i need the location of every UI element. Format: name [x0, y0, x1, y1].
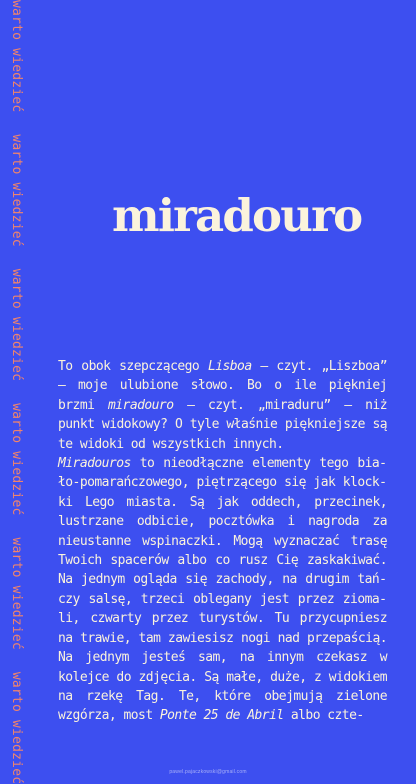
text-run: To obok szepczącego [58, 359, 208, 374]
article-body [58, 357, 387, 726]
side-label-text: warto wiedzieć [9, 134, 24, 247]
article-paragraph [58, 357, 387, 454]
article-paragraph [58, 454, 387, 726]
italic-term: miradouro [107, 397, 174, 413]
side-label-track [4, 0, 28, 784]
footer-email: pawel.pajaczkowski@gmail.com [169, 769, 247, 775]
text-run: albo czte- [283, 708, 364, 724]
side-label-text: warto wiedzieć [9, 0, 24, 113]
italic-term: Miradouros [58, 456, 131, 472]
italic-term: Lisboa [207, 359, 252, 374]
side-label-strip [4, 0, 28, 784]
text-run: to nieodłączne elementy tego biało-pomarańczowego, piętrzącego się jak klockki Lego miasta. Są jak oddech, przecinek, lustrzane odbicie, pocztówka i nagroda za nieustanne wspinaczki. Mogą wyznaczać trasę Twoich spacerów albo co rusz Cię zaskakiwać. Na jednym ogląda się zachody, na drugim tańczy salsę, trzeci oblegany jest przez ziomali, czwarty przez turystów. Tu przycupniesz na trawie, tam zawiesisz nogi nad przepaścią. Na jednym jesteś sam, na innym czekasz w kolejce do zdjęcia. Są małe, duże, z widokiem na rzekę Tag. Te, które obejmują zielone wzgórza, most [58, 456, 387, 724]
side-label-text: warto wiedzieć [9, 671, 24, 784]
headline: miradouro [112, 189, 362, 242]
side-label-text: warto wiedzieć [9, 403, 24, 516]
side-label-text: warto wiedzieć [9, 537, 24, 650]
text-run: – czyt. „Liszboa” – moje ulubione słowo. Bo o ile piękniej brzmi [58, 359, 387, 413]
side-label-text: warto wiedzieć [9, 268, 24, 382]
italic-term: Ponte 25 de Abril [159, 708, 284, 724]
text-run: – czyt. „miraduru” – niż punkt widokowy? O tyle właśnie piękniejsze są te widoki od wszystkich innych. [58, 397, 387, 452]
